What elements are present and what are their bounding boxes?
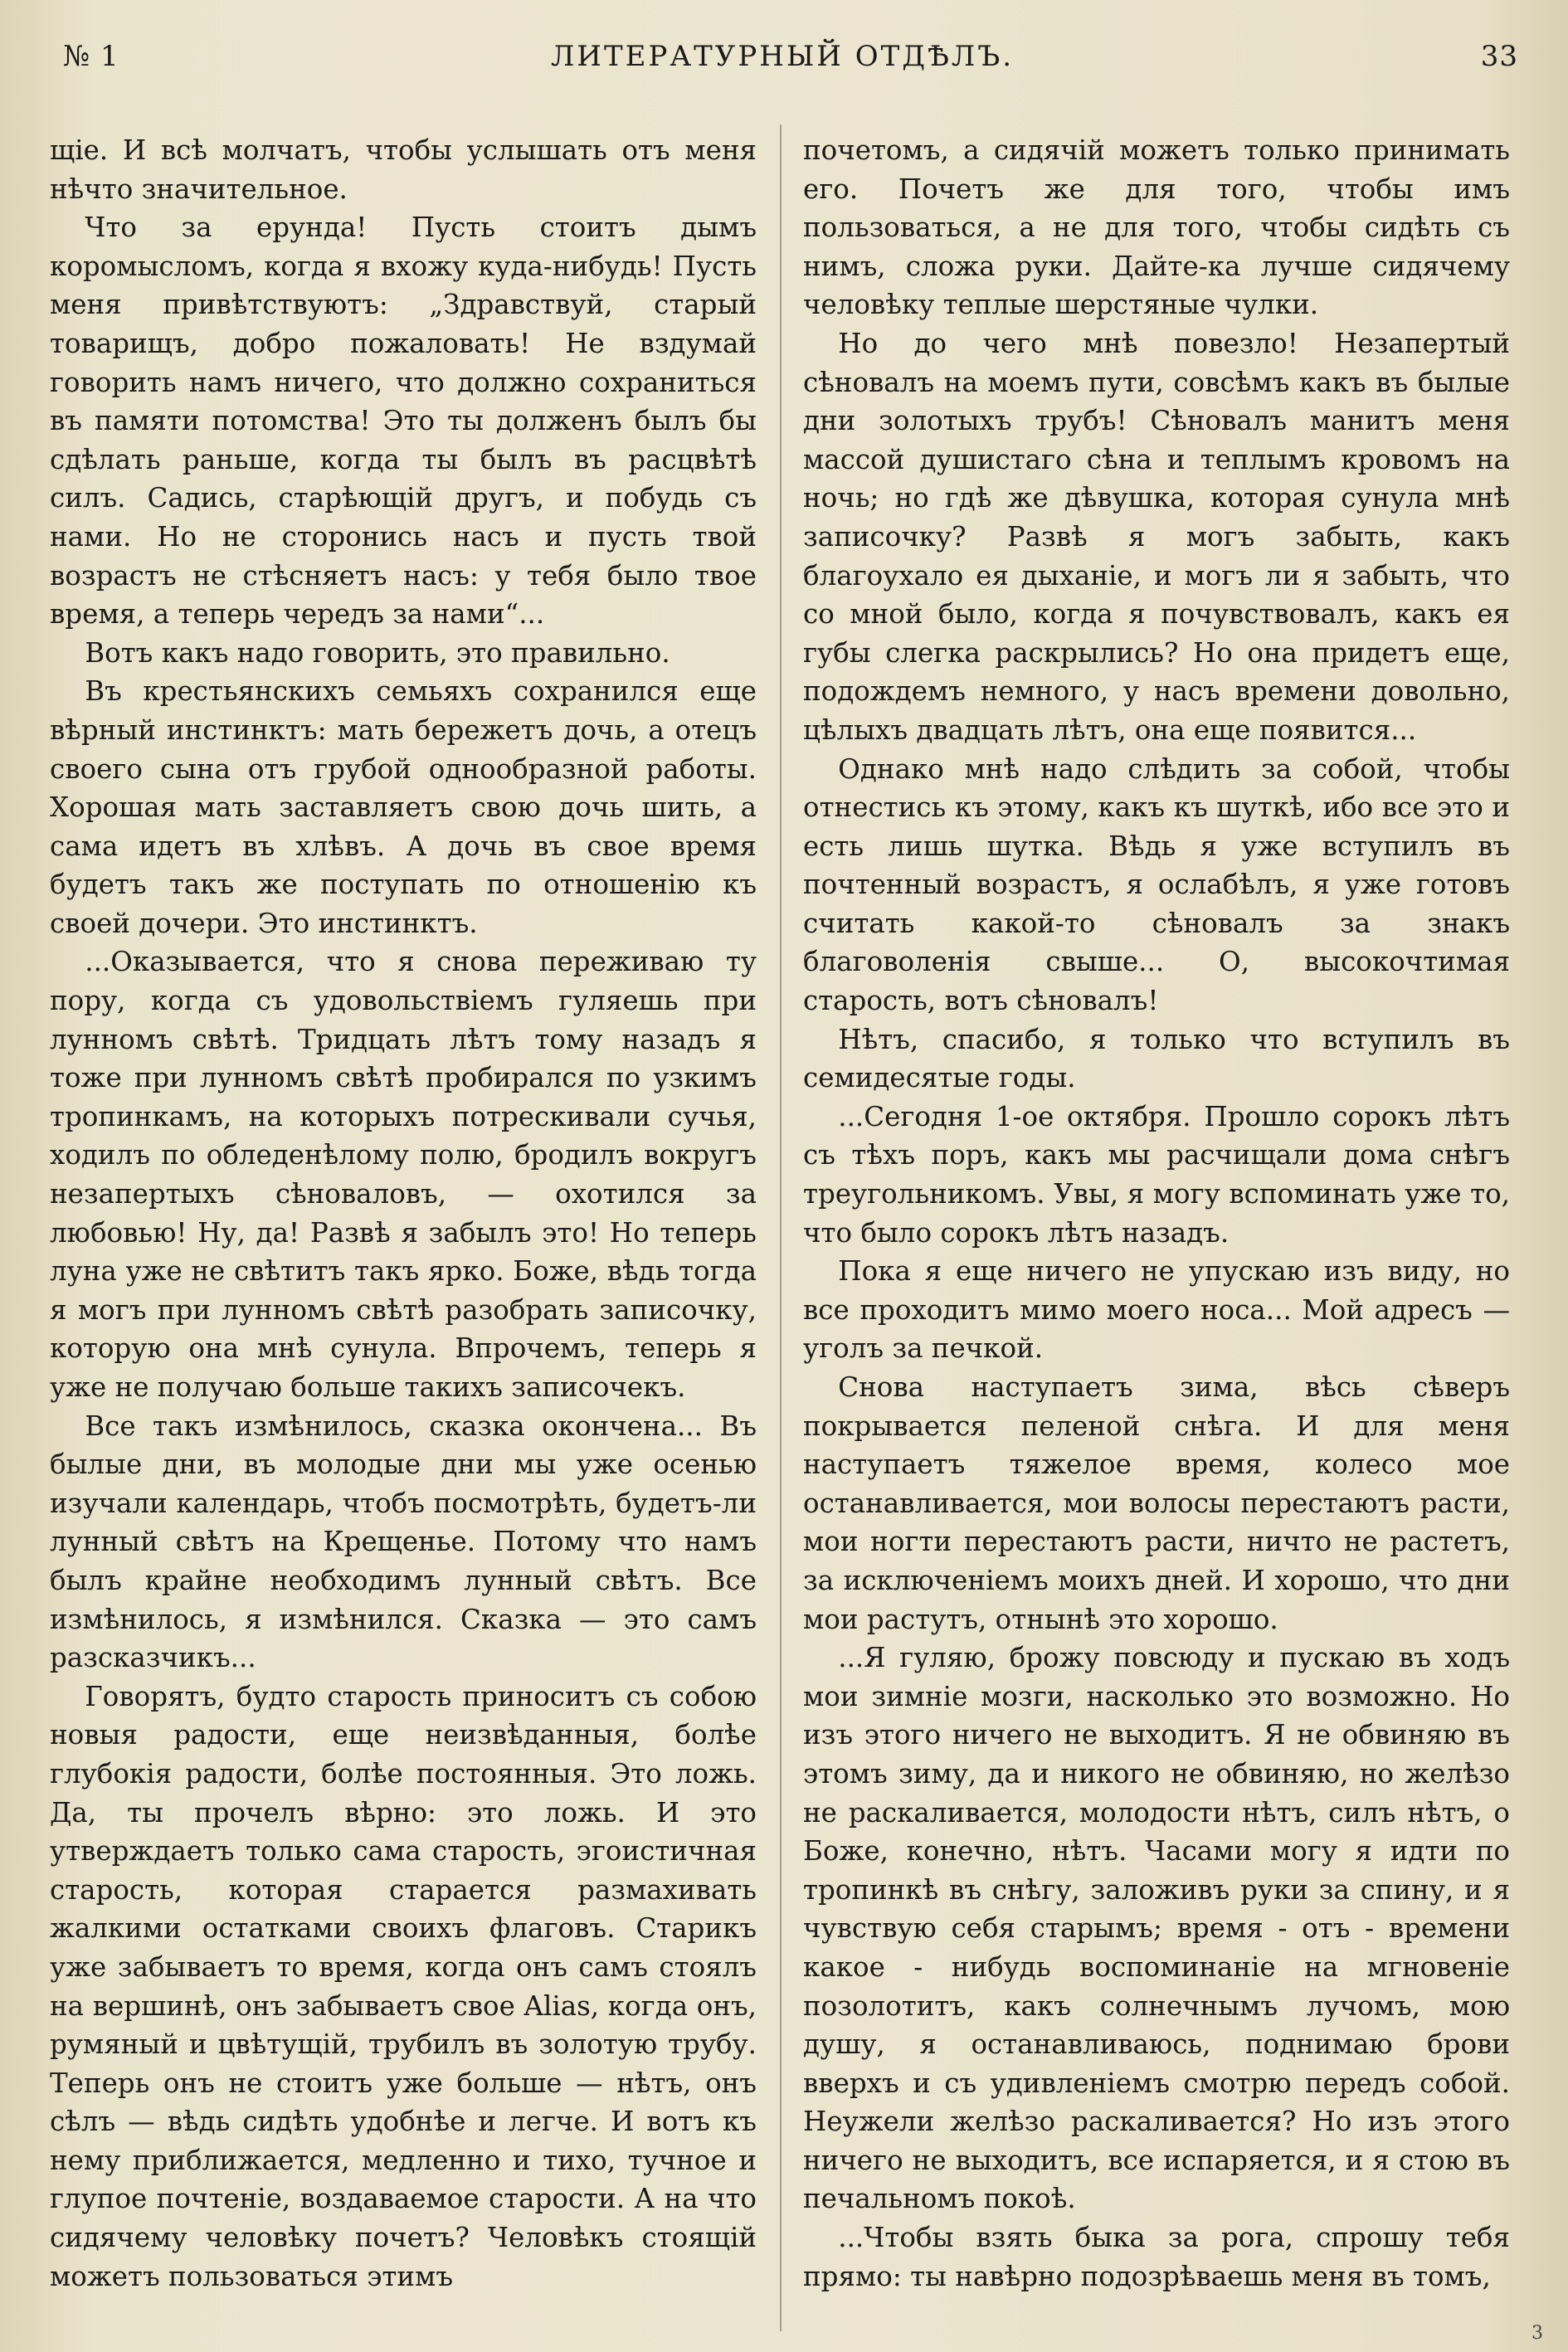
paragraph: Все такъ измѣнилось, сказка окончена... Въ былые дни, въ молодые дни мы уже осенью изучали календарь, чтобъ посмотрѣть, будетъ-ли лунный свѣтъ на Крещенье. Потому что намъ былъ крайне необходимъ лунный свѣтъ. Все измѣнилось, я измѣнился. Сказка — это самъ разсказчикъ...	[50, 1410, 757, 1674]
paragraph: ...Чтобы взять быка за рога, спрошу тебя прямо: ты навѣрно подозрѣваешь меня въ томъ,	[803, 2222, 1510, 2292]
right-column	[803, 131, 1510, 2305]
paragraph: ...Оказывается, что я снова переживаю ту пору, когда съ удовольствіемъ гуляешь при лунномъ свѣтѣ. Тридцать лѣтъ тому назадъ я тоже при лунномъ свѣтѣ пробирался по узкимъ тропинкамъ, на которыхъ потрескивали сучья, ходилъ по обледенѣлому полю, бродилъ вокругъ незапертыхъ сѣноваловъ, — охотился за любовью! Ну, да! Развѣ я забылъ это! Но теперь луна уже не свѣтитъ такъ ярко. Боже, вѣдь тогда я могъ при лунномъ свѣтѣ разобрать записочку, которую она мнѣ сунула. Впрочемъ, теперь я уже не получаю больше такихъ записочекъ.	[50, 946, 757, 1403]
paragraph: Нѣтъ, спасибо, я только что вступилъ въ семидесятые годы.	[803, 1023, 1510, 1094]
page-number: 33	[1480, 40, 1518, 73]
column-divider	[780, 124, 782, 2331]
paragraph: Вотъ какъ надо говорить, это правильно.	[85, 636, 670, 669]
page-header	[46, 40, 1518, 90]
paragraph: Пока я еще ничего не упускаю изъ виду, но все проходитъ мимо моего носа... Мой адресъ — уголъ за печкой.	[803, 1255, 1510, 1365]
signature-mark: 3	[1531, 2323, 1543, 2344]
left-column	[50, 131, 757, 2305]
paragraph: ...Сегодня 1-ое октября. Прошло сорокъ лѣтъ съ тѣхъ поръ, какъ мы расчищали дома снѣгъ треугольникомъ. Увы, я могу вспоминать уже то, что было сорокъ лѣтъ назадъ.	[803, 1100, 1510, 1249]
paragraph: Въ крестьянскихъ семьяхъ сохранился еще вѣрный инстинктъ: мать бережетъ дочь, а отецъ своего сына отъ грубой однообразной работы. Хорошая мать заставляетъ свою дочь шить, а сама идетъ въ хлѣвъ. А дочь въ свое время будетъ такъ же поступать по отношенію къ своей дочери. Это инстинктъ.	[50, 675, 757, 939]
issue-number: № 1	[63, 40, 119, 73]
paragraph: почетомъ, а сидячій можетъ только принимать его. Почетъ же для того, чтобы имъ пользоваться, а не для того, чтобы сидѣть съ нимъ, сложа руки. Дайте-ка лучше сидячему человѣку теплые шерстяные чулки.	[803, 134, 1510, 321]
paragraph: Что за ерунда! Пусть стоитъ дымъ коромысломъ, когда я вхожу куда-нибудь! Пусть меня привѣтствуютъ: „Здравствуй, старый товарищъ, добро пожаловать! Не вздумай говорить намъ ничего, что должно сохраниться въ памяти потомства! Это ты долженъ былъ бы сдѣлать раньше, когда ты былъ въ расцвѣтѣ силъ. Садись, старѣющій другъ, и побудь съ нами. Но не сторонись насъ и пусть твой возрастъ не стѣсняетъ насъ: у тебя было твое время, а теперь чередъ за нами“...	[50, 212, 757, 631]
paragraph: Но до чего мнѣ повезло! Незапертый сѣновалъ на моемъ пути, совсѣмъ какъ въ былые дни золотыхъ трубъ! Сѣновалъ манитъ меня массой душистаго сѣна и теплымъ кровомъ на ночь; но гдѣ же дѣвушка, которая сунула мнѣ записочку? Развѣ я могъ забыть, какъ благоухало ея дыханіе, и могъ ли я забыть, что со мной было, когда я почувствовалъ, какъ ея губы слегка раскрылись? Но она придетъ еще, подождемъ немного, у насъ времени довольно, цѣлыхъ двадцать лѣтъ, она еще появится...	[803, 327, 1510, 746]
section-title: ЛИТЕРАТУРНЫЙ ОТДѢЛЪ.	[550, 40, 1015, 73]
paragraph: ...Я гуляю, брожу повсюду и пускаю въ ходъ мои зимніе мозги, насколько это возможно. Но изъ этого ничего не выходитъ. Я не обвиняю въ этомъ зиму, да и никого не обвиняю, но желѣзо не раскаливается, молодости нѣтъ, силъ нѣтъ, о Боже, конечно, нѣтъ. Часами могу я идти по тропинкѣ въ снѣгу, заложивъ руки за спину, и я чувствую себя старымъ; время - отъ - времени какое - нибудь воспоминаніе на мгновеніе позолотитъ, какъ солнечнымъ лучомъ, мою душу, я останавливаюсь, поднимаю брови вверхъ и съ удивленіемъ смотрю передъ собой. Неужели желѣзо раскаливается? Но изъ этого ничего не выходитъ, все испаряется, и я стою въ печальномъ покоѣ.	[803, 1642, 1510, 2215]
paragraph: Однако мнѣ надо слѣдить за собой, чтобы отнестись къ этому, какъ къ шуткѣ, ибо все это и есть лишь шутка. Вѣдь я уже вступилъ въ почтенный возрастъ, я ослабѣлъ, я уже готовъ считать какой-то сѣновалъ за знакъ благоволенія свыше... О, высокочтимая старость, вотъ сѣновалъ!	[803, 752, 1510, 1017]
paragraph: Снова наступаетъ зима, вѣсь сѣверъ покрывается пеленой снѣга. И для меня наступаетъ тяжелое время, колесо мое останавливается, мои волосы перестаютъ расти, мои ногти перестаютъ расти, ничто не растетъ, за исключеніемъ моихъ дней. И хорошо, что дни мои растутъ, отнынѣ это хорошо.	[803, 1371, 1510, 1635]
paragraph: щіе. И всѣ молчатъ, чтобы услышать отъ меня нѣчто значительное.	[50, 134, 757, 205]
paragraph: Говорятъ, будто старость приноситъ съ собою новыя радости, еще неизвѣданныя, болѣе глубокія радости, болѣе постоянныя. Это ложь. Да, ты прочелъ вѣрно: это ложь. И это утверждаетъ только сама старость, эгоистичная старость, которая старается размахивать жалкими остатками своихъ флаговъ. Старикъ уже забываетъ то время, когда онъ самъ стоялъ на вершинѣ, онъ забываетъ свое Alias, когда онъ, румяный и цвѣтущій, трубилъ въ золотую трубу. Теперь онъ не стоитъ уже больше — нѣтъ, онъ сѣлъ — вѣдь сидѣть удобнѣе и легче. И вотъ къ нему приближается, медленно и тихо, тучное и глупое почтеніе, воздаваемое старости. А на что сидячему человѣку почетъ? Человѣкъ стоящій можетъ пользоваться этимъ	[50, 1680, 757, 2292]
